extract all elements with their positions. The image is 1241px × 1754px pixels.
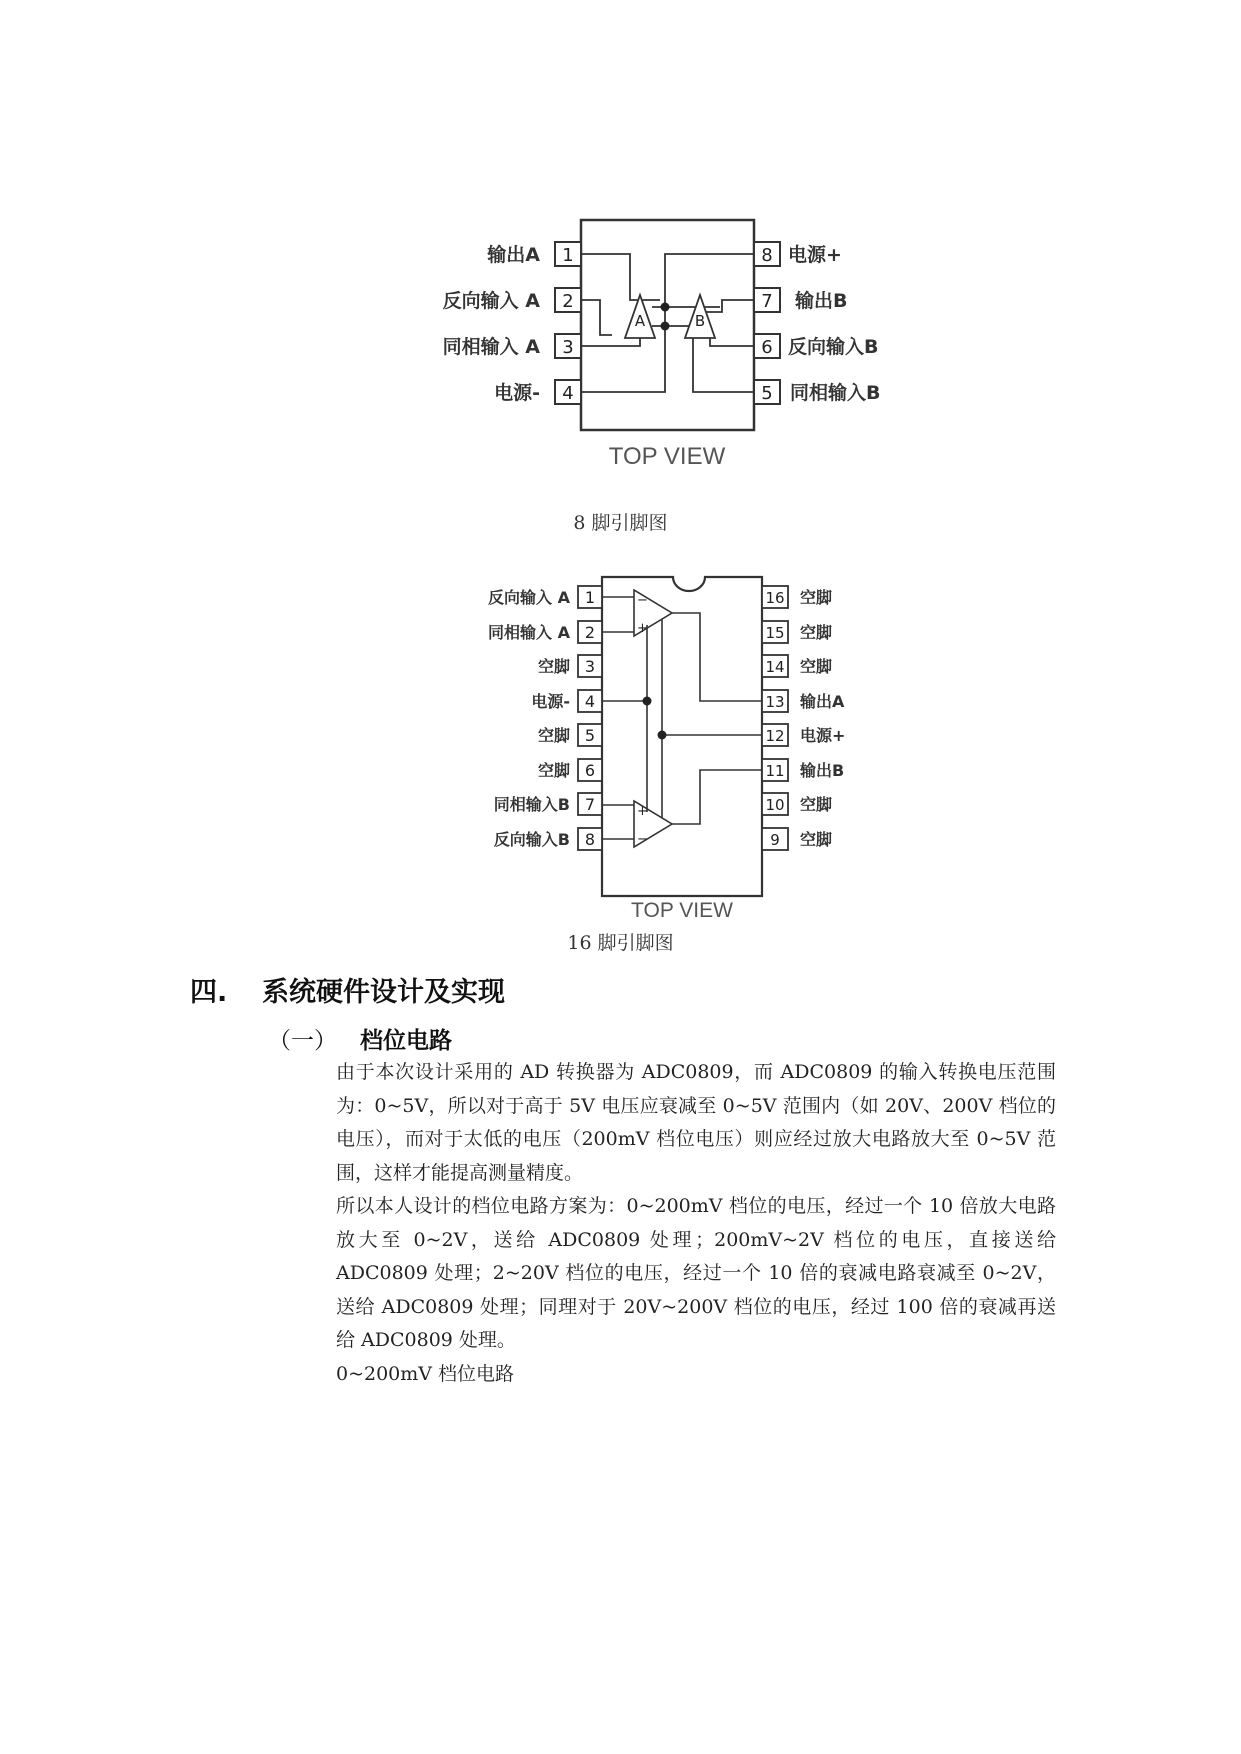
pin-number: 3 [584, 657, 596, 676]
pin-number: 12 [765, 727, 785, 745]
pin-label: 反向输入 A [442, 290, 540, 312]
pin-label: 输出A [800, 692, 845, 711]
pin-number: 1 [562, 245, 574, 266]
paragraph: 0~200mV 档位电路 [336, 1362, 515, 1385]
pin-label: 同相输入B [790, 382, 881, 404]
paragraph: 所以本人设计的档位电路方案为：0~200mV 档位的电压，经过一个 10 倍放大电路放大至 0~2V，送给 ADC0809 处理；200mV~2V 档位的电压，直接送给 ADC0809 处理；2~20V 档位的电压，经过一个 10 倍的衰减电路衰减至 0~2V，送给 ADC0809 处理；同理对于 20V~200V 档位的电压，经过 100 倍的衰减再送给 ADC0809 处理。 [336, 1195, 1056, 1351]
pin-label: 输出A [487, 244, 540, 266]
pin-label: 输出B [800, 761, 845, 780]
pin-number: 5 [761, 383, 773, 404]
pin-label: 空脚 [800, 795, 833, 814]
pin-number: 16 [765, 589, 785, 607]
pinout-diagram-16 [0, 568, 1241, 918]
figure-caption: 16 脚引脚图 [567, 932, 674, 954]
figure-caption: 8 脚引脚图 [573, 512, 668, 534]
pin-number: 8 [584, 830, 596, 849]
section-heading [190, 970, 505, 1009]
pin-number: 7 [584, 795, 596, 814]
pin-number: 14 [765, 658, 785, 676]
svg-text:−: − [637, 593, 648, 608]
pin-number: 1 [584, 588, 596, 607]
op-amp-a-label: A [634, 312, 646, 330]
paragraph: 由于本次设计采用的 AD 转换器为 ADC0809，而 ADC0809 的输入转换电压范围为：0~5V，所以对于高于 5V 电压应衰减至 0~5V 范围内（如 20V、200V 档位的电压），而对于太低的电压（200mV 档位电压）则应经过放大电路放大至 0~5V 范围，这样才能提高测量精度。 [336, 1061, 1056, 1184]
pin-label: 空脚 [800, 830, 833, 849]
subsection-heading [268, 1022, 452, 1055]
pin-label: 空脚 [800, 657, 833, 676]
pin-label: 空脚 [537, 761, 570, 780]
pin-label: 电源- [531, 692, 570, 711]
pin-number: 3 [562, 337, 574, 358]
pin-label: 空脚 [800, 623, 833, 642]
pinout-diagram-8 [0, 190, 1241, 490]
pin-label: 反向输入B [788, 336, 879, 358]
op-amp-b-label: B [694, 312, 706, 330]
pin-number: 9 [770, 831, 780, 849]
pin-number: 6 [584, 761, 596, 780]
pin-label: 空脚 [537, 657, 570, 676]
junction-dot [661, 303, 670, 312]
pin-number: 4 [584, 692, 596, 711]
pin-number: 10 [765, 796, 785, 814]
pin-label: 空脚 [537, 726, 570, 745]
svg-text:−: − [637, 832, 648, 847]
ic-body [602, 577, 762, 896]
junction-dot [643, 697, 652, 706]
pin-number: 15 [765, 624, 785, 642]
pin-number: 5 [584, 726, 596, 745]
pin-label: 输出B [795, 290, 848, 312]
pin-label: 同相输入 A [488, 623, 570, 642]
pin-label: 同相输入B [493, 795, 570, 814]
subsection-title: 档位电路 [360, 1028, 452, 1054]
pin-number: 6 [761, 337, 773, 358]
section-number: 四. [190, 977, 228, 1008]
pin-number: 7 [761, 291, 773, 312]
figure-8-pin [0, 190, 1241, 490]
pin-number: 13 [765, 693, 785, 711]
svg-text:+: + [637, 621, 648, 636]
subsection-number: （一） [268, 1028, 337, 1054]
top-view-label: TOP VIEW [608, 443, 726, 470]
internal-wiring [602, 597, 762, 839]
pin-number: 11 [765, 762, 785, 780]
pin-number: 4 [562, 383, 574, 404]
junction-dot [661, 322, 670, 331]
figure-16-pin [0, 568, 1241, 918]
svg-text:+: + [637, 804, 648, 819]
pin-label: 反向输入 A [488, 588, 570, 607]
pin-label: 空脚 [800, 588, 833, 607]
pin-number: 8 [761, 245, 773, 266]
pin-label: 电源- [494, 382, 540, 404]
pin-label: 电源+ [800, 726, 846, 745]
pin-label: 反向输入B [493, 830, 570, 849]
body-text [336, 1056, 1056, 1391]
junction-dot [658, 731, 667, 740]
pin-label: 同相输入 A [442, 336, 540, 358]
pin-label: 电源+ [788, 244, 842, 266]
section-title: 系统硬件设计及实现 [262, 977, 505, 1008]
pin-number: 2 [562, 291, 574, 312]
top-view-label: TOP VIEW [631, 899, 733, 918]
pin-number: 2 [584, 623, 596, 642]
